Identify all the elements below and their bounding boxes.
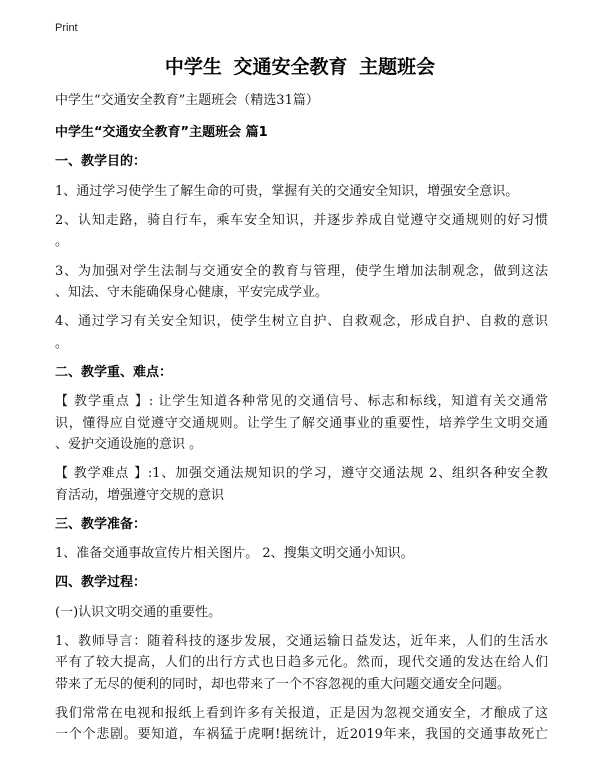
text-line: 1、通过学习使学生了解生命的可贵，掌握有关的交通安全知识，增强安全意识。 (55, 183, 519, 199)
objective-3 (55, 261, 548, 304)
text-line: 。 (55, 234, 69, 250)
text-line: 带来了无尽的便利的同时，却也带来了一个不容忽视的重大问题交通安全问题。 (55, 676, 511, 692)
section-process (55, 572, 548, 746)
teaching-focus (55, 391, 548, 456)
text-line: 4、通过学习有关安全知识，使学生树立自护、自救观念，形成自护、自救的意识 (55, 314, 548, 330)
text-line: 一个个悲剧。要知道，车祸猛于虎啊!据统计，近2019年来，我国的交通事故死亡 (55, 727, 548, 743)
text-line: 、爱护交通设施的意识 。 (55, 437, 203, 453)
preparation-items (55, 543, 548, 565)
teacher-introduction (55, 631, 548, 696)
news-reports-paragraph (55, 703, 548, 746)
document-subtitle: 中学生“交通安全教育”主题班会（精选31篇） (55, 93, 319, 109)
text-line: 2、认知走路，骑自行车，乘车安全知识，并逐步养成自觉遵守交通规则的好习惯 (55, 212, 548, 228)
process-step-title (55, 602, 548, 624)
text-line: 【 教学难点 】:1、加强交通法规知识的学习，遵守交通法规 2、组织各种安全教 (55, 466, 548, 482)
text-line: 【 教学重点 】: 让学生知道各种常见的交通信号、标志和标线，知道有关交通常 (55, 394, 548, 410)
text-line: (一)认识文明交通的重要性。 (55, 604, 222, 620)
teaching-difficulty (55, 463, 548, 506)
objective-1 (55, 181, 548, 203)
objective-2 (55, 210, 548, 253)
preparation-heading: 三、教学准备： (55, 516, 147, 532)
text-line: 1、准备交通事故宣传片相关图片。 2、搜集文明交通小知识。 (55, 546, 414, 562)
text-line: 。 (55, 335, 69, 351)
text-line: 育活动，增强遵守交规的意识 (55, 487, 225, 503)
text-line: 1、教师导言：随着科技的逐步发展，交通运输日益发达，近年来，人们的生活水 (55, 633, 548, 649)
text-line: 我们常常在电视和报纸上看到许多有关报道，正是因为忽视交通安全，才酿成了这 (55, 705, 548, 721)
section-objectives (55, 151, 548, 354)
key-points-heading: 二、教学重、难点： (55, 364, 173, 380)
print-link[interactable]: Print (55, 22, 78, 34)
process-heading: 四、教学过程： (55, 575, 147, 591)
text-line: 3、为加强对学生法制与交通安全的教育与管理，使学生增加法制观念，做到这法 (55, 263, 548, 279)
article-title: 中学生“交通安全教育”主题班会 篇1 (55, 125, 268, 141)
text-line: 识，懂得应自觉遵守交通规则。让学生了解交通事业的重要性，培养学生文明交通 (55, 415, 548, 431)
document-body (55, 90, 548, 753)
section-preparation (55, 514, 548, 565)
objectives-heading: 一、教学目的： (55, 154, 147, 170)
text-line: 平有了较大提高，人们的出行方式也日趋多元化。然而，现代交通的发达在给人们 (55, 655, 548, 671)
text-line: 、知法、守未能确保身心健康，平安完成学业。 (55, 285, 329, 300)
section-key-points (55, 362, 548, 506)
document-title: 中学生 交通安全教育 主题班会 (164, 55, 436, 78)
objective-4 (55, 311, 548, 354)
